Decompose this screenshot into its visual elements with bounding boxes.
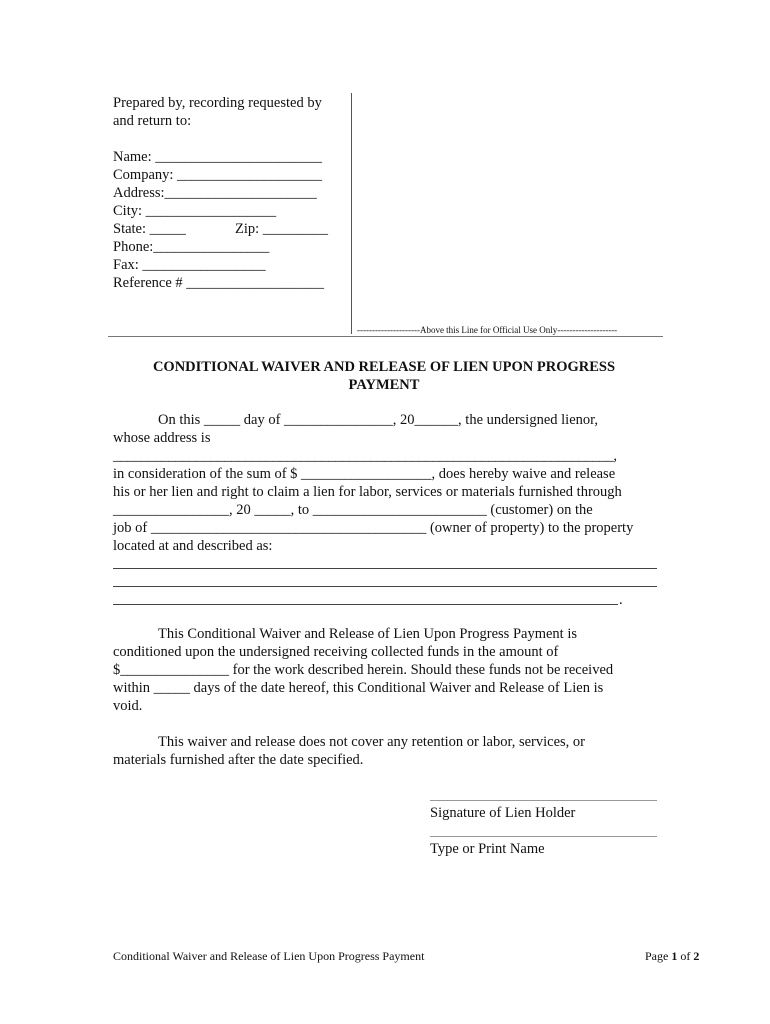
page-total: 2 <box>693 949 700 963</box>
address-field[interactable]: Address:_____________________ <box>113 185 317 201</box>
condition-text-line1: This Conditional Waiver and Release of Lien Upon Progress Payment is <box>158 626 577 642</box>
phone-field[interactable]: Phone:________________ <box>113 239 270 255</box>
retention-text-line2: materials furnished after the date specified. <box>113 752 364 768</box>
signature-label: Signature of Lien Holder <box>430 805 576 821</box>
print-name-line[interactable] <box>430 836 657 837</box>
page-current: 1 <box>671 949 678 963</box>
days-line[interactable]: within _____ days of the date hereof, this Conditional Waiver and Release of Lien is <box>113 680 604 696</box>
page-of: of <box>680 949 691 963</box>
header-vertical-divider <box>351 93 352 334</box>
prepared-by-line2: and return to: <box>113 113 192 129</box>
description-line-2[interactable] <box>113 586 657 587</box>
owner-of-property-line[interactable]: job of ______________________________________ (owner of property) to the property <box>113 520 634 536</box>
date-line[interactable]: On this _____ day of _______________, 20______, the undersigned lienor, <box>158 412 599 428</box>
prepared-by-line1: Prepared by, recording requested by <box>113 95 322 111</box>
condition-text-line2: conditioned upon the undersigned receiving collected funds in the amount of <box>113 644 559 660</box>
address-intro: whose address is <box>113 430 211 446</box>
page-number <box>645 949 699 963</box>
zip-field[interactable]: Zip: _________ <box>235 221 329 237</box>
state-field[interactable]: State: _____ <box>113 221 186 237</box>
page-prefix: Page <box>645 949 669 963</box>
through-customer-line[interactable]: ________________, 20 _____, to ________________________ (customer) on the <box>113 502 593 518</box>
company-field[interactable]: Company: ____________________ <box>113 167 323 183</box>
amount-line[interactable]: $_______________ for the work described herein. Should these funds not be received <box>113 662 614 678</box>
reference-field[interactable]: Reference # ___________________ <box>113 275 325 291</box>
name-field[interactable]: Name: _______________________ <box>113 149 323 165</box>
lienor-address-field[interactable]: ________________________________________________________________________, <box>113 448 617 464</box>
document-title-line2: PAYMENT <box>348 377 420 393</box>
print-name-label: Type or Print Name <box>430 841 545 857</box>
official-use-label: ---------------------Above this Line for Official Use Only-------------------- <box>357 325 618 335</box>
void-text: void. <box>113 698 143 714</box>
description-end-period: . <box>619 592 623 608</box>
official-use-divider <box>108 336 663 337</box>
description-line-3[interactable] <box>113 604 618 605</box>
footer-document-title: Conditional Waiver and Release of Lien Upon Progress Payment <box>113 949 425 963</box>
fax-field[interactable]: Fax: _________________ <box>113 257 266 273</box>
city-field[interactable]: City: __________________ <box>113 203 277 219</box>
document-title-line1: CONDITIONAL WAIVER AND RELEASE OF LIEN UPON PROGRESS <box>152 359 616 375</box>
description-line-1[interactable] <box>113 568 657 569</box>
retention-text-line1: This waiver and release does not cover any retention or labor, services, or <box>158 734 586 750</box>
waiver-text-line: his or her lien and right to claim a lien for labor, services or materials furnished through <box>113 484 622 500</box>
consideration-sum-line[interactable]: in consideration of the sum of $ __________________, does hereby waive and release <box>113 466 616 482</box>
location-intro: located at and described as: <box>113 538 273 554</box>
signature-line[interactable] <box>430 800 657 801</box>
